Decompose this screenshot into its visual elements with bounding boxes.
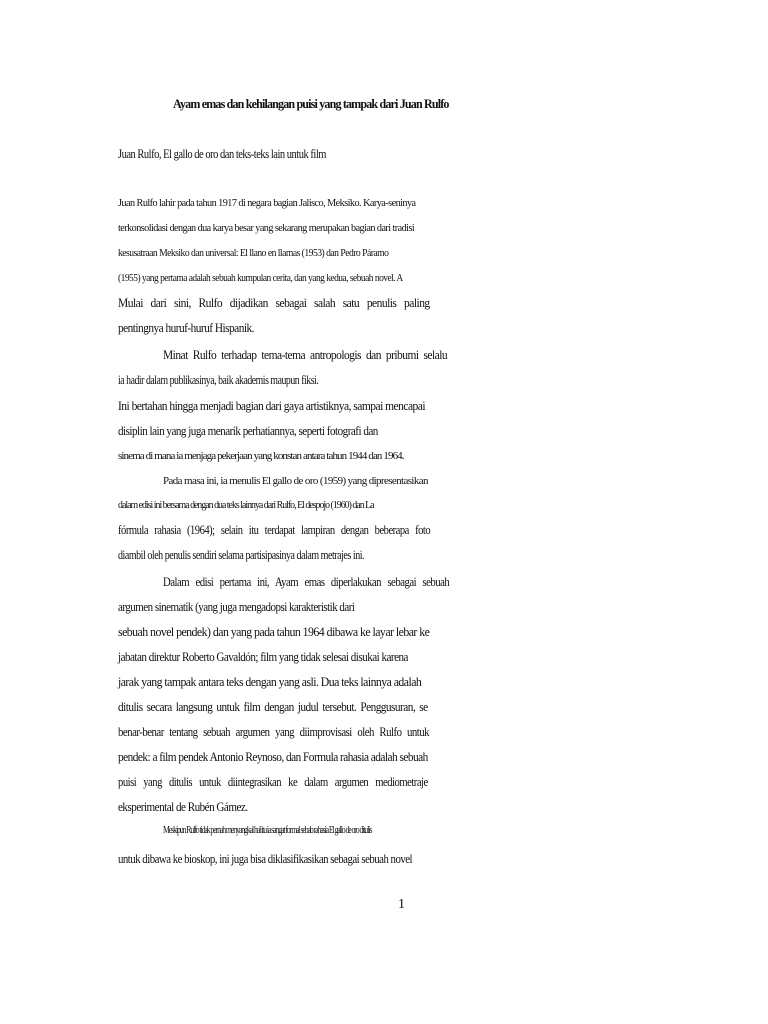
page-number: 1 xyxy=(398,897,405,912)
body-line: kesusatraan Meksiko dan universal: El llano en llamas (1953) dan Pedro Páramo xyxy=(118,247,389,259)
document-subtitle: Juan Rulfo, El gallo de oro dan teks-teks lain untuk film xyxy=(118,146,326,161)
body-line: benar-benar tentang sebuah argumen yang diimprovisasi oleh Rulfo untuk xyxy=(118,724,430,739)
body-line: puisi yang ditulis untuk diintegrasikan ke dalam argumen mediometraje xyxy=(118,774,428,789)
body-line: Meskipun Rulfo tidak pernah menyangkal hal itu ia sangat formal sebab rahasia El gallo de oro ditulis xyxy=(163,825,372,836)
body-line: Minat Rulfo terhadap tema-tema antropologis dan pribumi selalu xyxy=(163,347,448,362)
body-line: (1955) yang pertama adalah sebuah kumpulan cerita, dan yang kedua, sebuah novel. A xyxy=(118,272,403,284)
body-line: eksperimental de Rubén Gámez. xyxy=(118,799,248,814)
body-line: ia hadir dalam publikasinya, baik akademis maupun fiksi. xyxy=(118,372,319,387)
body-line: Mulai dari sini, Rulfo dijadikan sebagai salah satu penulis paling xyxy=(118,295,430,310)
body-line: argumen sinematik (yang juga mengadopsi karakteristik dari xyxy=(118,599,355,614)
body-line: jabatan direktur Roberto Gavaldón; film yang tidak selesai disukai karena xyxy=(118,649,408,664)
body-line: Pada masa ini, ia menulis El gallo de oro (1959) yang dipresentasikan xyxy=(163,475,428,487)
body-line: pentingnya huruf-huruf Hispanik. xyxy=(118,320,254,335)
body-line: Ini bertahan hingga menjadi bagian dari gaya artistiknya, sampai mencapai xyxy=(118,398,426,413)
body-line: disiplin lain yang juga menarik perhatiannya, seperti fotografi dan xyxy=(118,423,378,438)
body-line: ditulis secara langsung untuk film dengan judul tersebut. Penggusuran, se xyxy=(118,699,428,714)
body-line: sinema di mana ia menjaga pekerjaan yang konstan antara tahun 1944 dan 1964. xyxy=(118,450,404,462)
body-line: dalam edisi ini bersama dengan dua teks lainnya dari Rulfo, El despojo (1960) dan La xyxy=(118,500,374,511)
body-line: sebuah novel pendek) dan yang pada tahun 1964 dibawa ke layar lebar ke xyxy=(118,624,430,639)
body-line: untuk dibawa ke bioskop, ini juga bisa diklasifikasikan sebagai sebuah novel xyxy=(118,851,413,866)
body-line: diambil oleh penulis sendiri selama partisipasinya dalam metrajes ini. xyxy=(118,547,365,562)
body-line: jarak yang tampak antara teks dengan yang asli. Dua teks lainnya adalah xyxy=(118,674,422,689)
body-line: fórmula rahasia (1964); selain itu terdapat lampiran dengan beberapa foto xyxy=(118,522,431,537)
body-line: Juan Rulfo lahir pada tahun 1917 di negara bagian Jalisco, Meksiko. Karya-seninya xyxy=(118,197,416,209)
document-title: Ayam emas dan kehilangan puisi yang tampak dari Juan Rulfo xyxy=(173,96,449,111)
body-line: terkonsolidasi dengan dua karya besar yang sekarang merupakan bagian dari tradisi xyxy=(118,222,415,234)
body-line: Dalam edisi pertama ini, Ayam emas diperlakukan sebagai sebuah xyxy=(163,574,450,589)
body-line: pendek: a film pendek Antonio Reynoso, dan Formula rahasia adalah sebuah xyxy=(118,749,428,764)
